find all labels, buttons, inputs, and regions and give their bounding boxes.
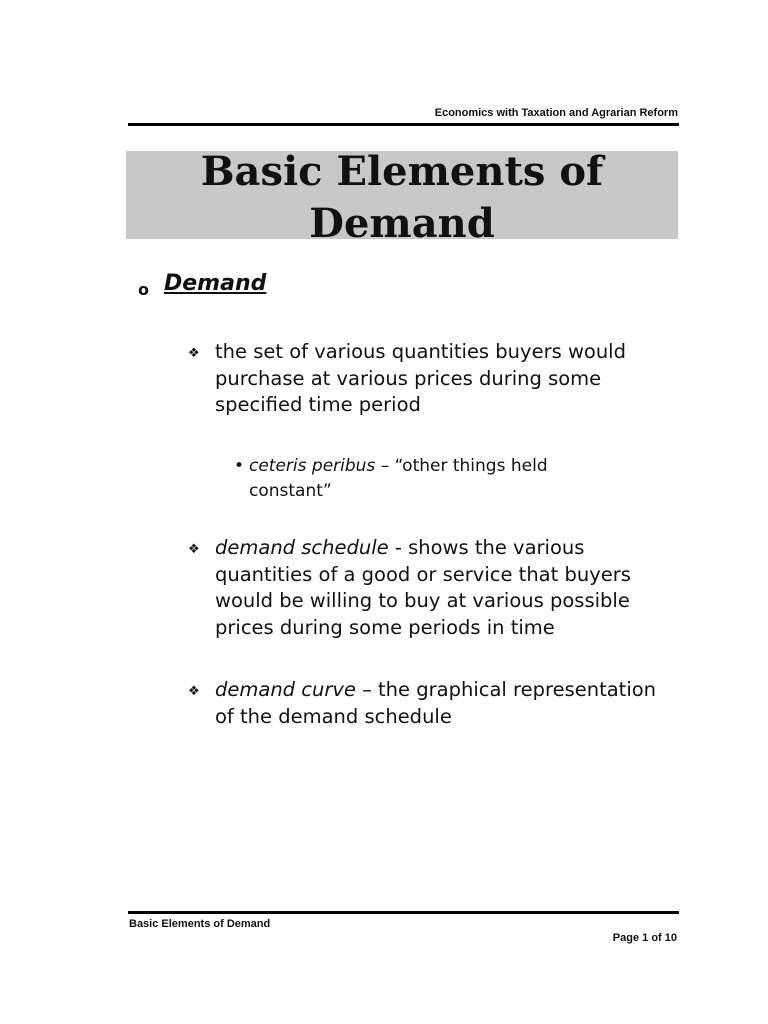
running-header: Economics with Taxation and Agrarian Reform: [434, 107, 678, 119]
page-number: Page 1 of 10: [612, 932, 677, 944]
title-line-2: Demand: [309, 200, 495, 247]
footer-rule: [128, 911, 679, 914]
section-heading: Demand: [164, 271, 267, 296]
dot-bullet-icon: •: [234, 456, 245, 476]
sub-item-text: ceteris peribus – “other things held constant”: [249, 456, 548, 501]
circle-bullet-icon: o: [138, 280, 149, 299]
header-rule: [128, 123, 679, 126]
item-text: demand curve – the graphical representation of the demand schedule: [215, 678, 657, 728]
page-title: [126, 146, 678, 250]
item-text: demand schedule - shows the various quantities of a good or service that buyers would be willing to buy at various possible prices during some periods in time: [215, 536, 631, 639]
diamond-bullet-icon: ❖: [188, 542, 200, 557]
running-footer: Basic Elements of Demand: [129, 918, 271, 930]
diamond-bullet-icon: ❖: [188, 346, 200, 361]
title-line-1: Basic Elements of: [200, 148, 604, 195]
diamond-bullet-icon: ❖: [188, 684, 200, 699]
item-text: the set of various quantities buyers would purchase at various prices during some specified time period: [215, 340, 626, 416]
